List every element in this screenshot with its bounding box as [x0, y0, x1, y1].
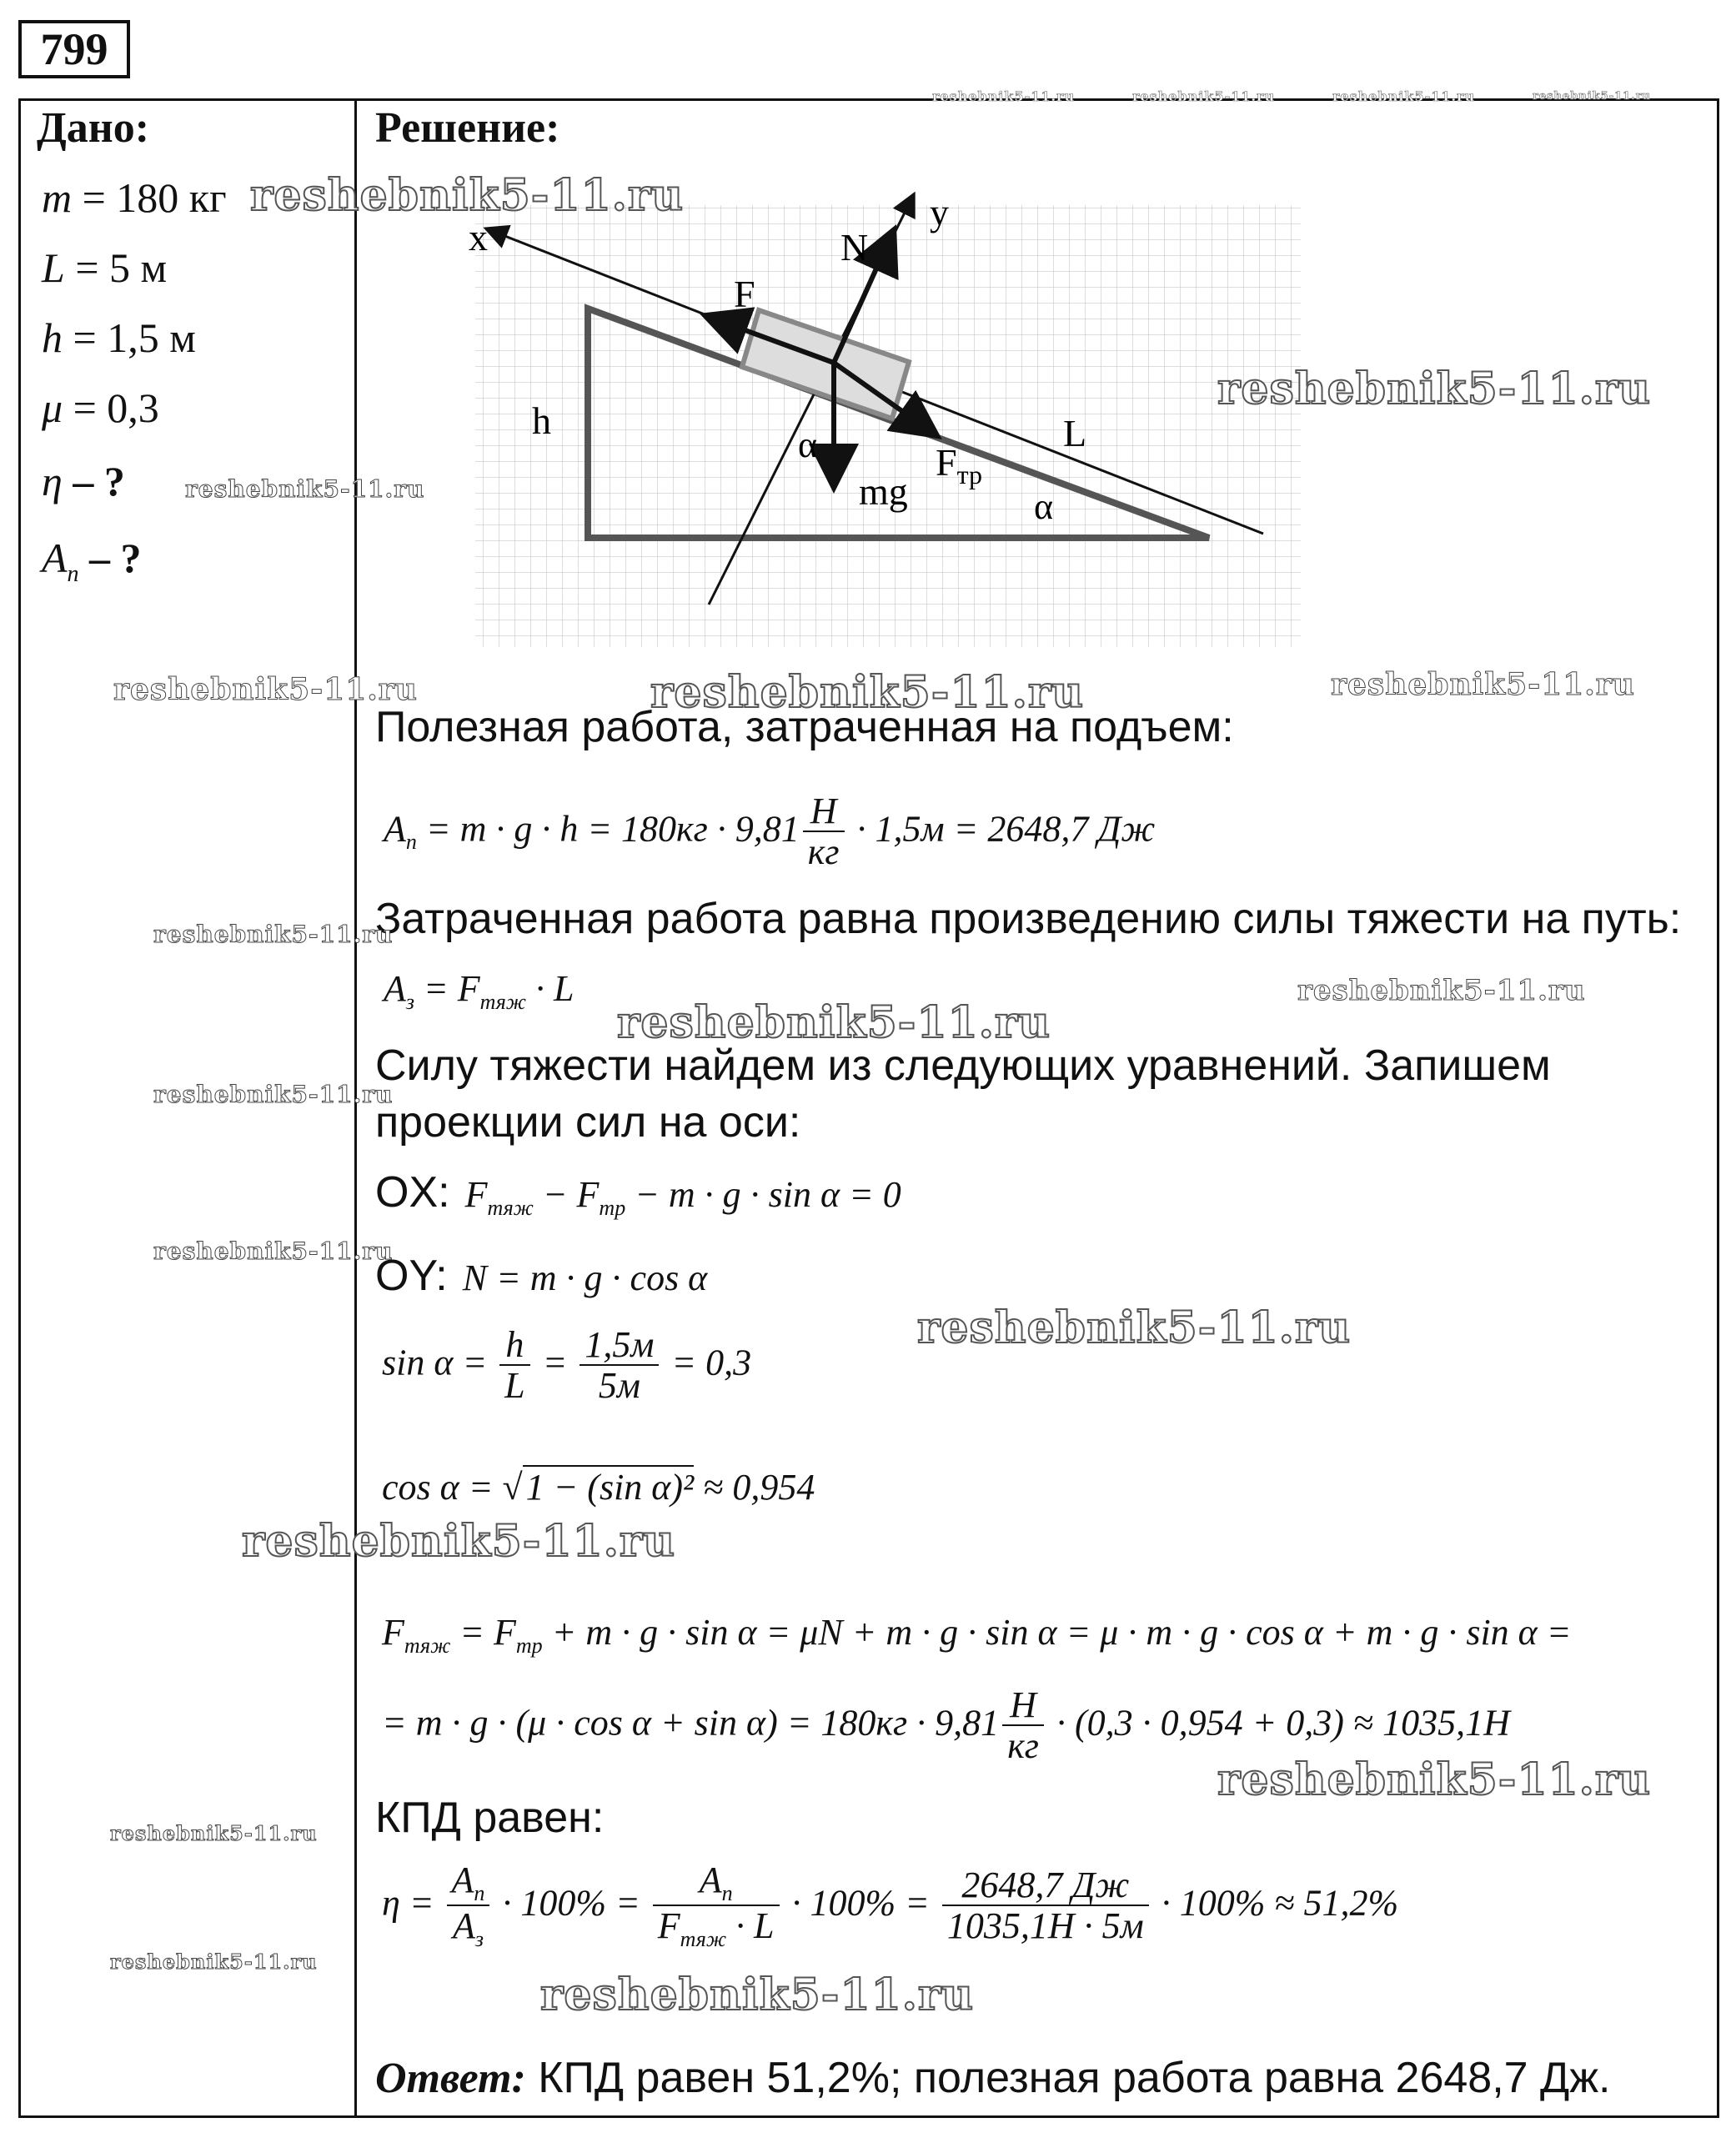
given-eta: η – ?	[42, 458, 125, 504]
eq-ftyazh-2: = m · g · (μ · cos α + sin α) = 180кг · 9,81 $\frac{Н}{кг}$ · (0,3 · 0,954 + 0,3) ≈ 1035,1Н	[382, 1684, 1510, 1767]
problem-number: 799	[18, 20, 130, 78]
watermark: reshebnik5-11.ru	[110, 1821, 318, 1845]
label-F: F	[734, 273, 755, 315]
label-h: h	[532, 399, 551, 442]
label-x: x	[469, 216, 488, 258]
watermark: reshebnik5-11.ru	[185, 475, 425, 503]
given-L: L = 5 м	[42, 244, 168, 291]
watermark: reshebnik5-11.ru	[153, 1237, 394, 1265]
label-y: y	[930, 192, 949, 233]
label-Ftr: $F_{тр}$	[936, 441, 982, 489]
label-alpha-block: α	[798, 424, 818, 465]
label-mg: mg	[859, 470, 908, 513]
text-efficiency: КПД равен:	[375, 1794, 605, 1842]
label-alpha-base: α	[1034, 486, 1054, 527]
watermark: reshebnik5-11.ru	[250, 170, 685, 221]
solution-header: Решение:	[375, 104, 560, 152]
text-spent-work: Затраченная работа равна произведению силы тяжести на путь:	[375, 895, 1682, 943]
eq-sin-alpha: sin α = $\frac{h}{L}$ = $\frac{1,5м}{5м}$ = 0,3	[382, 1324, 752, 1407]
watermark: reshebnik5-11.ru	[153, 921, 394, 948]
incline-diagram	[467, 192, 1317, 659]
eq-efficiency: η = $\frac{A_n}{A_з}$ · 100% = $\frac{A_n}{F_{тяж} \cdot L}$ · 100% = $\frac{2648,7 Дж}{1035,1Н \cdot 5м}$ · 100% ≈ 51,2%	[382, 1859, 1399, 1951]
watermark: reshebnik5-11.ru	[242, 1516, 676, 1567]
watermark: reshebnik5-11.ru	[1217, 1754, 1652, 1805]
watermark: reshebnik5-11.ru	[617, 997, 1051, 1048]
eq-useful-work: $A_n = m \cdot g \cdot h = 180кг \cdot 9,81$ $\frac{Н}{кг}$ · 1,5м = 2648,7 Дж	[384, 790, 1156, 873]
watermark: reshebnik5-11.ru	[932, 88, 1076, 104]
given-mu: μ = 0,3	[42, 384, 159, 431]
eq-ftyazh-1: $F_{тяж} = F_{тр} + m \cdot g \cdot \sin \alpha = \mu N + m \cdot g \cdot \sin \alpha = \mu \cdot m \cdot g \cdot \cos \alpha + m \cdot g \cdot \sin \alpha$ =	[382, 1612, 1572, 1658]
watermark: reshebnik5-11.ru	[113, 672, 418, 707]
watermark: reshebnik5-11.ru	[1132, 88, 1276, 104]
given-An: $A_n$ – ?	[42, 534, 142, 587]
watermark: reshebnik5-11.ru	[1332, 88, 1476, 104]
text-useful-work: Полезная работа, затраченная на подъем:	[375, 703, 1234, 751]
text-projections-2: проекции сил на оси:	[375, 1098, 801, 1147]
eq-cos-alpha: cos α = √1 − (sin α)² ≈ 0,954	[382, 1467, 815, 1508]
label-L: L	[1063, 412, 1087, 454]
grid-background	[475, 205, 1301, 647]
watermark: reshebnik5-11.ru	[110, 1950, 318, 1974]
label-N: N	[840, 226, 869, 268]
given-header: Дано:	[37, 104, 150, 152]
watermark: reshebnik5-11.ru	[650, 667, 1085, 718]
watermark: reshebnik5-11.ru	[153, 1081, 394, 1108]
watermark: reshebnik5-11.ru	[540, 1970, 975, 2020]
eq-oy: OY: N = m · g · cos α	[375, 1252, 708, 1300]
watermark: reshebnik5-11.ru	[1331, 667, 1635, 702]
watermark: reshebnik5-11.ru	[1297, 974, 1586, 1007]
given-h: h = 1,5 м	[42, 314, 196, 361]
answer: Ответ: КПД равен 51,2%; полезная работа равна 2648,7 Дж.	[375, 2054, 1611, 2102]
eq-spent-work: $A_з = F_{тяж} \cdot L$	[384, 968, 574, 1014]
given-m: m = 180 кг	[42, 174, 227, 221]
watermark: reshebnik5-11.ru	[917, 1302, 1352, 1353]
watermark: reshebnik5-11.ru	[1217, 364, 1652, 414]
watermark: reshebnik5-11.ru	[1533, 90, 1652, 103]
eq-ox: OX: $F_{тяж} - F_{тр} - m \cdot g \cdot \sin \alpha = 0$	[375, 1168, 901, 1220]
text-projections-1: Силу тяжести найдем из следующих уравнений. Запишем	[375, 1041, 1551, 1090]
